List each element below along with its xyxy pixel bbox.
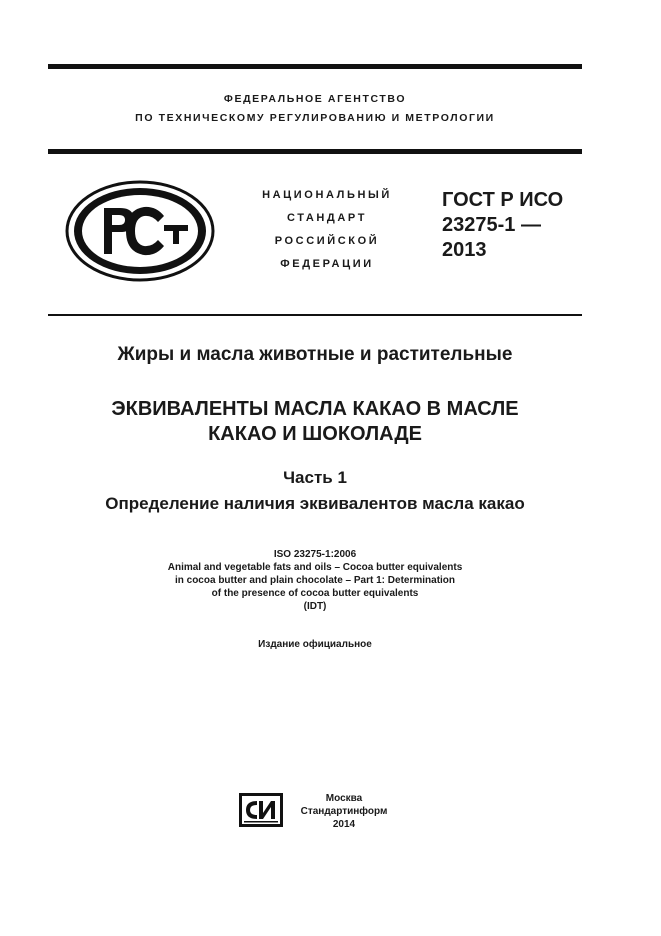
title-main: Жиры и масла животные и растительные (117, 344, 513, 365)
iso-title-line-2: in cocoa butter and plain chocolate – Part 1: Determination (174, 575, 456, 586)
standard-type-line-4: ФЕДЕРАЦИИ (280, 258, 374, 270)
edition-note: Издание официальное (258, 639, 372, 650)
top-rule (48, 64, 582, 69)
title-rule (48, 314, 582, 316)
gost-r-emblem (64, 180, 216, 287)
iso-title-line-1: Animal and vegetable fats and oils – Cocoa butter equivalents (167, 562, 463, 573)
publisher-year: 2014 (332, 819, 356, 830)
iso-title-line-3: of the presence of cocoa butter equivalents (211, 588, 419, 599)
publisher-name: Стандартинформ (300, 806, 388, 817)
part-number: Часть 1 (283, 468, 347, 487)
publisher-city: Москва (325, 793, 363, 804)
iso-number: ISO 23275-1:2006 (273, 549, 357, 560)
designation-line-1: ГОСТ Р ИСО (442, 189, 564, 211)
title-sub-line-2: КАКАО И ШОКОЛАДЕ (208, 423, 422, 445)
standard-type-line-2: СТАНДАРТ (286, 212, 368, 224)
agency-line-1: ФЕДЕРАЛЬНОЕ АГЕНТСТВО (223, 93, 407, 105)
standard-type-line-3: РОССИЙСКОЙ (274, 235, 380, 247)
designation-line-3: 2013 (442, 239, 487, 261)
header-rule (48, 149, 582, 154)
title-sub-line-1: ЭКВИВАЛЕНТЫ МАСЛА КАКАО В МАСЛЕ (111, 398, 519, 420)
agency-line-2: ПО ТЕХНИЧЕСКОМУ РЕГУЛИРОВАНИЮ И МЕТРОЛОГИИ (135, 112, 495, 124)
designation-line-2: 23275-1 — (442, 214, 541, 236)
standard-type-line-1: НАЦИОНАЛЬНЫЙ (262, 189, 392, 201)
part-title: Определение наличия эквивалентов масла какао (105, 494, 525, 513)
standartinform-logo (239, 793, 283, 832)
iso-identity-note: (IDT) (303, 601, 327, 612)
